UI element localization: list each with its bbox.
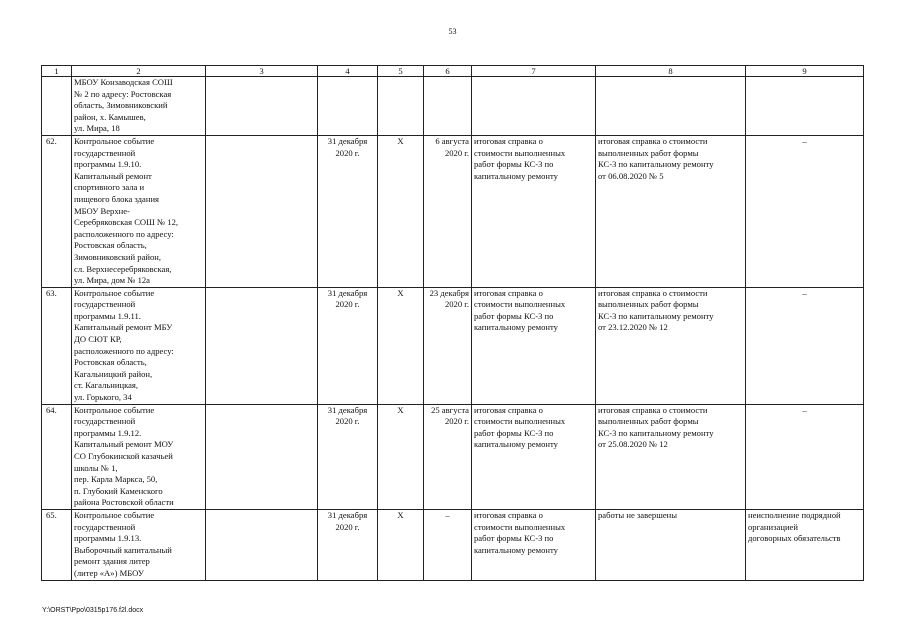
planned-result-cell: итоговая справка о стоимости выполненных работ формы КС-3 по капитальному ремонту [472,404,596,509]
column-number: 2 [72,66,206,77]
page-number: 53 [448,27,457,36]
control-event-cell: Контрольное событие государственной программы 1.9.13. Выборочный капитальный ремонт здания литер (литер «А») МБОУ [72,509,206,580]
column-number: 7 [472,66,596,77]
deviation-reason-cell: – [746,287,864,404]
column-number-row [42,66,864,77]
row-number: 63. [42,287,72,404]
column-number: 6 [424,66,472,77]
row-number [42,77,72,136]
actual-result-cell: итоговая справка о стоимости выполненных работ формы КС-3 по капитальному ремонту от 06.08.2020 № 5 [596,135,746,287]
row-number: 62. [42,135,72,287]
responsible-cell [206,135,318,287]
column-number: 5 [378,66,424,77]
actual-result-cell: работы не завершены [596,509,746,580]
column-number: 9 [746,66,864,77]
responsible-cell [206,404,318,509]
planned-date-cell [318,77,378,136]
actual-date-cell: 23 декабря 2020 г. [424,287,472,404]
row-number: 65. [42,509,72,580]
actual-result-cell: итоговая справка о стоимости выполненных работ формы КС-3 по капитальному ремонту от 23.12.2020 № 12 [596,287,746,404]
actual-date-cell: 6 августа 2020 г. [424,135,472,287]
column-number: 4 [318,66,378,77]
column-5-cell [378,77,424,136]
footer-file-path: Y:\ORST\Ppo\0315p176.f2l.docx [42,607,144,614]
column-number: 1 [42,66,72,77]
table-row [42,404,864,509]
responsible-cell [206,77,318,136]
table-row [42,77,864,136]
column-5-cell: Х [378,287,424,404]
column-number: 3 [206,66,318,77]
planned-result-cell: итоговая справка о стоимости выполненных работ формы КС-3 по капитальному ремонту [472,509,596,580]
actual-result-cell: итоговая справка о стоимости выполненных работ формы КС-3 по капитальному ремонту от 25.08.2020 № 12 [596,404,746,509]
deviation-reason-cell: – [746,404,864,509]
control-event-cell: Контрольное событие государственной программы 1.9.12. Капитальный ремонт МОУ СО Глубокинской казачьей школы № 1, пер. Карла Маркса, 50, п. Глубокий Каменского района Ростовской области [72,404,206,509]
planned-result-cell [472,77,596,136]
actual-result-cell [596,77,746,136]
planned-date-cell: 31 декабря 2020 г. [318,287,378,404]
control-event-cell: Контрольное событие государственной программы 1.9.10. Капитальный ремонт спортивного зала и пищевого блока здания МБОУ Верхне- Серебряковская СОШ № 12, расположенного по адресу: Ростовская область, Зимовниковский район, сл. Верхнесеребряковская, ул. Мира, дом № 12а [72,135,206,287]
table-row [42,509,864,580]
column-5-cell: Х [378,135,424,287]
table-row [42,135,864,287]
control-event-cell: Контрольное событие государственной программы 1.9.11. Капитальный ремонт МБУ ДО СЮТ КР, расположенного по адресу: Ростовская область, Кагальницкий район, ст. Кагальницкая, ул. Горького, 34 [72,287,206,404]
deviation-reason-cell: – [746,135,864,287]
control-events-table [41,65,864,581]
responsible-cell [206,509,318,580]
planned-date-cell: 31 декабря 2020 г. [318,509,378,580]
column-number: 8 [596,66,746,77]
deviation-reason-cell: неисполнение подрядной организацией договорных обязательств [746,509,864,580]
row-number: 64. [42,404,72,509]
deviation-reason-cell [746,77,864,136]
planned-date-cell: 31 декабря 2020 г. [318,135,378,287]
table-row [42,287,864,404]
planned-result-cell: итоговая справка о стоимости выполненных работ формы КС-3 по капитальному ремонту [472,135,596,287]
actual-date-cell: 25 августа 2020 г. [424,404,472,509]
planned-result-cell: итоговая справка о стоимости выполненных работ формы КС-3 по капитальному ремонту [472,287,596,404]
column-5-cell: Х [378,404,424,509]
responsible-cell [206,287,318,404]
column-5-cell: Х [378,509,424,580]
actual-date-cell [424,77,472,136]
planned-date-cell: 31 декабря 2020 г. [318,404,378,509]
control-event-cell: МБОУ Конзаводская СОШ № 2 по адресу: Ростовская область, Зимовниковский район, х. Камышев, ул. Мира, 18 [72,77,206,136]
actual-date-cell: – [424,509,472,580]
